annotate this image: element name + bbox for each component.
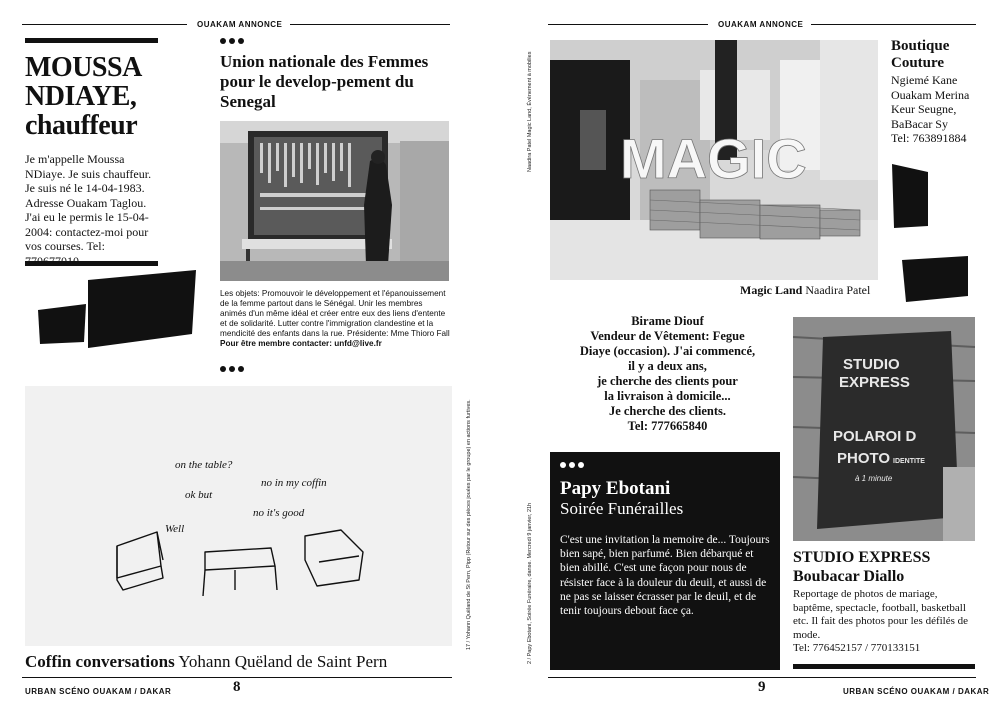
moussa-name: MOUSSA NDIAYE, chauffeur [25, 52, 142, 141]
footer-publication-right: URBAN SCÉNO OUAKAM / DAKAR [843, 687, 990, 696]
magic-photo [550, 40, 878, 280]
running-header-left-line-a [22, 24, 187, 25]
coffin-title: Coffin conversations [25, 652, 175, 671]
running-header-left: OUAKAM ANNONCE [197, 20, 283, 29]
union-contact: Pour être membre contacter: unfd@live.fr [220, 339, 382, 348]
studio-sign-line: IDENTITE [893, 458, 925, 465]
sketch-word-okbut: ok but [185, 489, 213, 501]
union-title: Union nationale des Femmes pour le develop-pement du Senegal [220, 52, 429, 111]
moussa-body: Je m'appelle Moussa NDiaye. Je suis chauffeur. Je suis né le 14-04-1983. Adresse Ouakam Taglou. J'ai eu le permis le 15-04-2004: contactez-moi pour vos courses. Tel: [25, 152, 152, 253]
sketch-word-well: Well [165, 523, 185, 535]
papy-dots [560, 462, 770, 468]
moussa-top-rule [25, 38, 158, 43]
boutique-title: Boutique Couture [891, 38, 950, 71]
abstract-shape-left [36, 270, 196, 350]
sketch-word-table: on the table? [175, 459, 233, 471]
studio-bottom-rule [793, 664, 975, 669]
boutique-line: Ngiemé Kane [891, 73, 958, 87]
footer-right-rule [548, 677, 976, 678]
coffin-sketch [25, 386, 452, 646]
magic-caption-author: Naadira Patel [805, 283, 871, 297]
magic-caption [740, 283, 870, 298]
boutique-details [891, 73, 969, 146]
studio-photo [793, 317, 975, 541]
union-photo [220, 121, 449, 281]
union-objectives: Les objets: Promouvoir le développement et l'épanouissement de la femme partout dans le Sénégal. Unir les membres animés d'un même idéal et créer entre eux des liens d'entente et de solidarité. Lutter contre l'immigration clandestine et la mendicité des enfants dans la rue. Présidente: Mme Thioro Fall Pour être membre contacter: unfd@live.fr [220, 289, 450, 348]
union-end-dots [220, 366, 244, 372]
papy-subtitle: Soirée Funérailles [560, 499, 684, 518]
papy-vertical-caption: 2 / Papy Ebotani, Soirée Funéraire, danse. Mercredi 9 janvier, 21h [527, 502, 533, 664]
studio-sign-line: EXPRESS [839, 374, 910, 391]
coffin-author: Yohann Quëland de Saint Pern [178, 652, 388, 671]
magic-caption-title: Magic Land [740, 283, 803, 297]
coffin-vertical-caption: 17 / Yohann Quëland de St Pern, Pipp (Retour sur des pièces jouées par le groupe) en actions furtives. [466, 399, 472, 650]
studio-tel: Tel: 776452157 / 770133151 [793, 642, 921, 654]
papy-box [550, 452, 780, 670]
page-number-right: 9 [758, 679, 766, 695]
studio-sign-line: PHOTO [837, 450, 891, 467]
abstract-shape-right [890, 160, 970, 305]
footer-left-rule [22, 677, 452, 678]
boutique-line: Tel: 763891884 [891, 131, 967, 145]
papy-title: Papy Ebotani [560, 478, 671, 499]
running-header-right-line-b [811, 24, 976, 25]
boutique-line: BaBacar Sy [891, 116, 948, 131]
birame-text: Birame Diouf Vendeur de Vêtement: Fegue Diaye (occasion). J'ai commencé, il y a deux ans, je cherche des clients pour la livraison à domicile... Je cherche des clients. Tel: 777665840 [579, 314, 756, 433]
running-header-left-line-b [290, 24, 450, 25]
sketch-word-good: no it's good [253, 507, 305, 519]
papy-body: C'est une invitation la memoire de... Toujours bien sapé, bien parfumé. Bien débarqué et bien abillé. C'est une façon pour nous de résister face à la douleur du deuil, et aussi de ne pas se laisser écrasser par le deuil, et de tenir toujours debout face ça. [560, 534, 770, 618]
studio-body: Reportage de photos de mariage, baptême, spectacle, football, basketball etc. Il fait des photos pour les défilés de mode. Tel: 776452157 / 770133151 [793, 588, 975, 656]
sketch-word-coffin: no in my coffin [261, 477, 327, 489]
studio-title: STUDIO EXPRESS Boubacar Diallo [793, 549, 931, 585]
studio-sign-line: STUDIO [843, 356, 900, 373]
boutique-line: Keur Seugne, [891, 102, 957, 116]
running-header-right: OUAKAM ANNONCE [718, 20, 804, 29]
moussa-bottom-rule [25, 261, 158, 266]
coffin-caption [25, 652, 387, 672]
studio-sign-line: POLAROI D [833, 428, 917, 445]
studio-sign-line: à 1 minute [855, 474, 893, 483]
boutique-line: Ouakam Merina [891, 87, 970, 102]
running-header-right-line-a [548, 24, 708, 25]
union-dots [220, 38, 244, 44]
magic-vertical-caption: Naadira Patel Magic Land, Événement à mobilies [527, 51, 533, 172]
page-number-left: 8 [233, 679, 241, 695]
footer-publication-left: URBAN SCÉNO OUAKAM / DAKAR [25, 687, 172, 696]
magic-photo-sign: MAGIC [620, 127, 807, 190]
